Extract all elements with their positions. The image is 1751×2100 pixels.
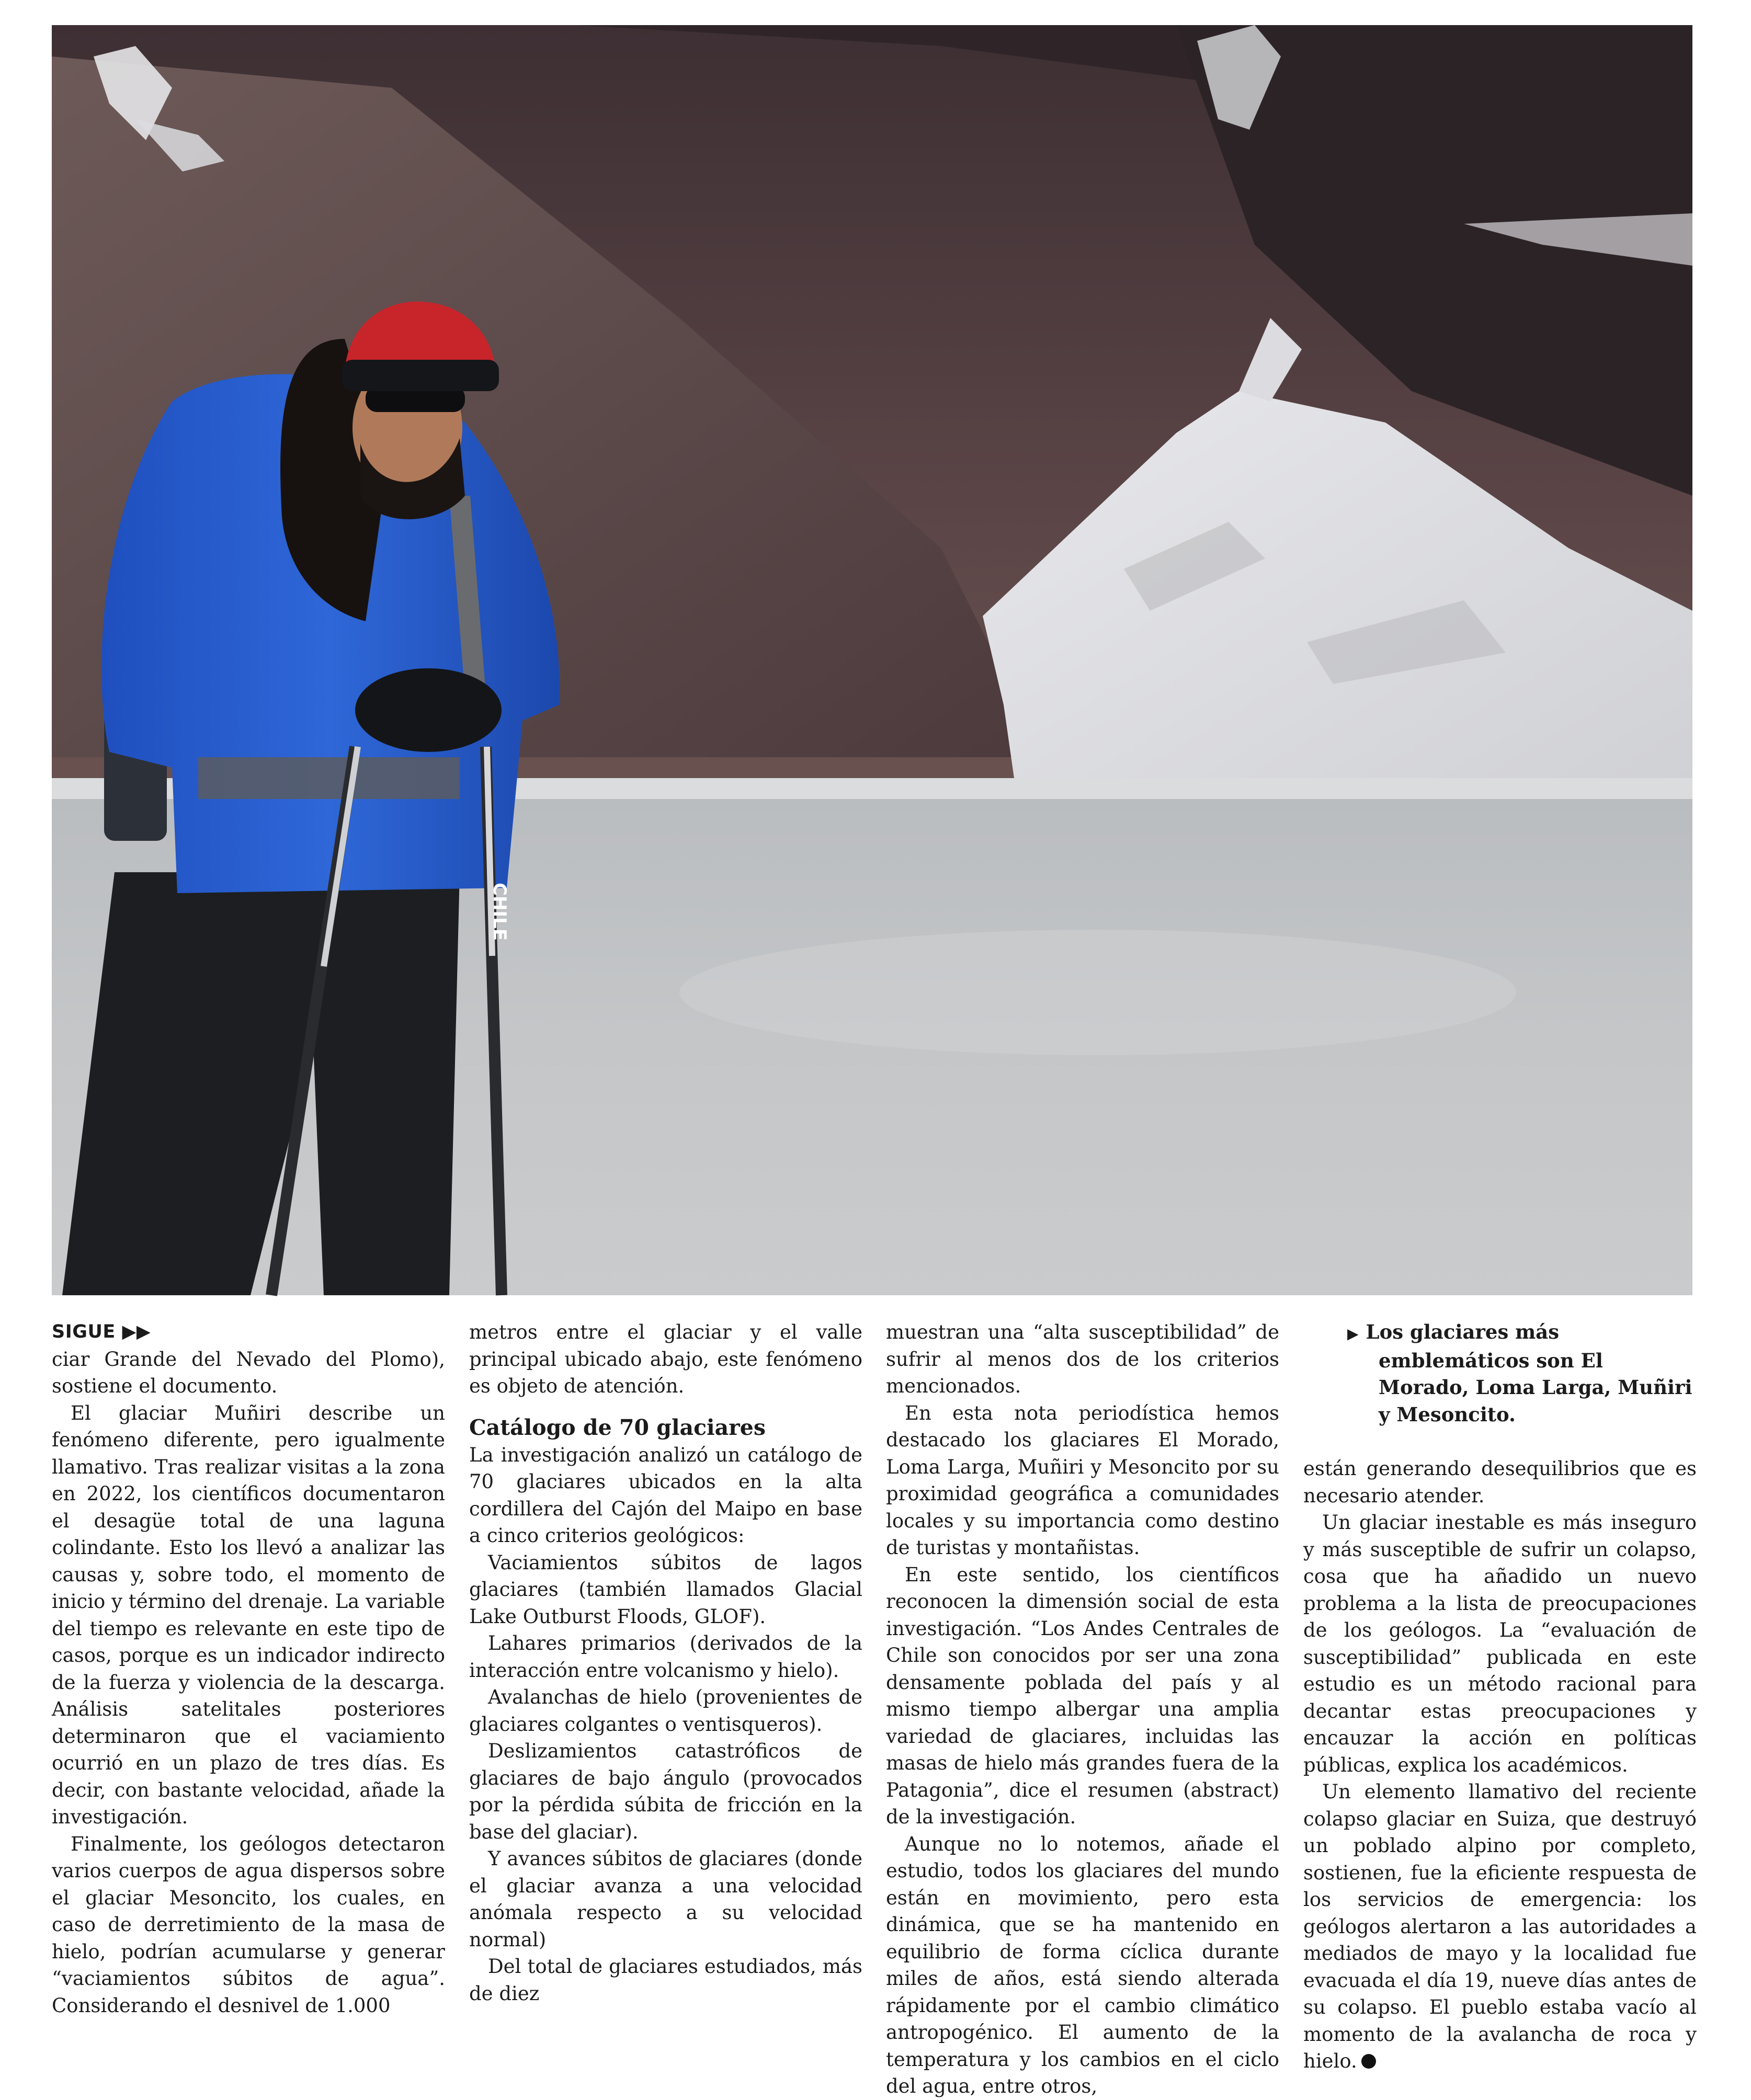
list-item: Vaciamientos súbitos de lagos glaciares (también llamados Glacial Lake Outburst Floods, GLOF).	[469, 1551, 862, 1628]
column-3	[886, 1319, 1279, 2097]
pull-quote	[1303, 1319, 1697, 1428]
paragraph: Aunque no lo notemos, añade el estudio, todos los glaciares del mundo están en movimiento, pero esta dinámica, que se ha mantenido en equilibrio de forma cíclica durante miles de años, está siendo alterada rápidamente por el cambio climático antropogénico. El aumento de la temperatura y los cambios en el ciclo del agua, entre otros,	[886, 1832, 1279, 2097]
paragraph: Finalmente, los geólogos detectaron varios cuerpos de agua dispersos sobre el glaciar Mesoncito, los cuales, en caso de derretimiento de la masa de hielo, podrían acumularse y generar “vaciamientos súbitos de agua”. Considerando el desnivel de 1.000	[52, 1832, 445, 2017]
pull-quote-text: Los glaciares más emblemáticos son El Morado, Loma Larga, Muñiri y Mesoncito.	[1366, 1320, 1692, 1426]
list-item: Lahares primarios (derivados de la interacción entre volcanismo y hielo).	[469, 1632, 862, 1682]
hero-photo	[52, 25, 1692, 1295]
paragraph: Un glaciar inestable es más inseguro y más susceptible de sufrir un colapso, cosa que ha añadido un nuevo problema a la lista de preocupaciones de los geólogos. La “evaluación de susceptibilidad” publicada en este estudio es un método racional para decantar estas preocupaciones y encauzar la acción en políticas públicas, explica los académicos.	[1303, 1511, 1697, 1776]
paragraph: ciar Grande del Nevado del Plomo), sostiene el documento.	[52, 1348, 445, 1397]
paragraph: muestran una “alta susceptibilidad” de sufrir al menos dos de los criterios mencionados.	[886, 1321, 1279, 1397]
paragraph: En este sentido, los científicos reconocen la dimensión social de esta investigación. “Los Andes Centrales de Chile son conocidos por ser una zona densamente poblada del país y al mismo tiempo albergar una amplia variedad de glaciares, incluidas las masas de hielo más grandes fuera de la Patagonia”, dice el resumen (abstract) de la investigación.	[886, 1563, 1279, 1828]
end-mark-icon	[1361, 2054, 1376, 2069]
column-1	[52, 1319, 445, 2017]
paragraph: El glaciar Muñiri describe un fenómeno diferente, pero igualmente llamativo. Tras realizar visitas a la zona en 2022, los científicos documentaron el desagüe total de una laguna colindante. Esto los llevó a analizar las causas y, sobre todo, el momento de inicio y término del drenaje. La variable del tiempo es relevante en este tipo de casos, porque es un indicador indirecto de la fuerza y violencia de la descarga. Análisis satelitales posteriores determinaron que el vaciamiento ocurrió en un plazo de tres días. Es decir, con bastante velocidad, añade la investigación.	[52, 1401, 445, 1828]
column-2	[469, 1319, 862, 2004]
mountain-lake-hiker-photo	[52, 25, 1692, 1295]
paragraph	[1303, 1778, 1697, 2075]
triangle-icon: ▶	[1347, 1325, 1359, 1342]
paragraph: metros entre el glaciar y el valle principal ubicado abajo, este fenómeno es objeto de atención.	[469, 1321, 862, 1397]
section-subheading: Catálogo de 70 glaciares	[469, 1414, 766, 1440]
column-4	[1303, 1319, 1697, 2072]
list-item: Avalanchas de hielo (provenientes de glaciares colgantes o ventisqueros).	[469, 1686, 862, 1736]
paragraph: En esta nota periodística hemos destacado los glaciares El Morado, Loma Larga, Muñiri y Mesoncito por su proximidad geográfica a comunidades locales y su importancia como destino de turistas y montañistas.	[886, 1401, 1279, 1559]
paragraph: están generando desequilibrios que es necesario atender.	[1303, 1457, 1697, 1507]
list-item: Deslizamientos catastróficos de glaciares de bajo ángulo (provocados por la pérdida súbita de fricción en la base del glaciar).	[469, 1740, 862, 1843]
paragraph: Del total de glaciares estudiados, más de diez	[469, 1955, 862, 2005]
paragraph-text: Un elemento llamativo del reciente colapso glaciar en Suiza, que destruyó un poblado alpino por completo, sostienen, fue la eficiente respuesta de los servicios de emergencia: los geólogos alertaron a las autoridades a mediados de mayo y la localidad fue evacuada el día 19, nueve días antes de su colapso. El pueblo estaba vacío al momento de la avalancha de roca y hielo.	[1303, 1781, 1697, 2072]
paragraph: La investigación analizó un catálogo de 70 glaciares ubicados en la alta cordillera del Cajón del Maipo en base a cinco criterios geológicos:	[469, 1443, 862, 1547]
pole-text: CHILE	[489, 883, 510, 941]
continue-label: SIGUE ▶▶	[52, 1321, 151, 1342]
list-item: Y avances súbitos de glaciares (donde el glaciar avanza a una velocidad anómala respecto a su velocidad normal)	[469, 1847, 862, 1951]
